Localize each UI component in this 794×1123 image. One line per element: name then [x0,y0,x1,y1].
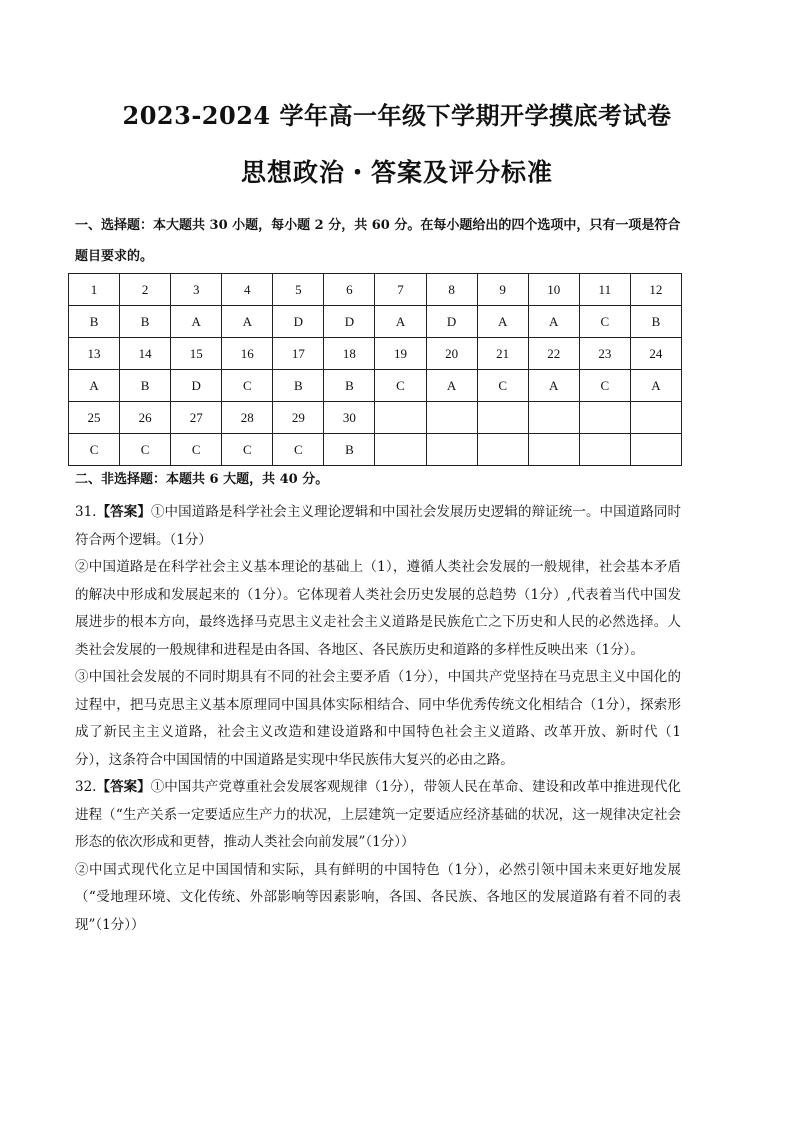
question-number-cell: 17 [273,338,324,370]
question-number-row [69,402,682,434]
answer-cell: C [171,434,222,466]
answer-cell [426,434,477,466]
answer-cell [375,434,426,466]
question-number-cell: 1 [69,274,120,306]
answer-cell: C [579,306,630,338]
answer-cell: D [426,306,477,338]
question-number-cell: 9 [477,274,528,306]
question-number-cell [477,402,528,434]
answer-cell: C [579,370,630,402]
answer-cell: A [222,306,273,338]
q32-point-2: ②中国式现代化立足中国国情和实际，具有鲜明的中国特色（1分），必然引领中国未来更好地发展（“受地理环境、文化传统、外部影响等因素影响，各国、各民族、各地区的发展道路有着不同的表现”（1分）） [75,861,681,933]
question-number-cell: 7 [375,274,426,306]
question-number-cell: 28 [222,402,273,434]
q32-answer-tag: 【答案】 [96,779,151,795]
q31-answer-tag: 【答案】 [96,504,151,520]
answer-cell [528,434,579,466]
question-number-cell [630,402,681,434]
question-number-cell: 10 [528,274,579,306]
answer-cell: D [273,306,324,338]
answer-row [69,434,682,466]
answer-cell: B [120,306,171,338]
q31-point-3: ③中国社会发展的不同时期具有不同的社会主要矛盾（1分），中国共产党坚持在马克思主义中国化的过程中，把马克思主义基本原理同中国具体实际相结合、同中华优秀传统文化相结合（1分），探索形成了新民主主义道路，社会主义改造和建设道路和中国特色社会主义道路、改革开放、新时代（1分），这条符合中国国情的中国道路是实现中华民族伟大复兴的必由之路。 [75,669,681,768]
answer-cell: A [630,370,681,402]
answer-cell: C [222,434,273,466]
question-number-cell: 25 [69,402,120,434]
question-number-row [69,338,682,370]
exam-subtitle: 思想政治・答案及评分标准 [240,158,553,187]
question-number-cell: 16 [222,338,273,370]
answer-cell: C [120,434,171,466]
q31-point-2: ②中国道路是在科学社会主义基本理论的基础上（1），遵循人类社会发展的一般规律，社会基本矛盾的解决中形成和发展起来的（1分）。它体现着人类社会历史发展的总趋势（1分）,代表着当代中国发展进步的根本方向，最终选择马克思主义走社会主义道路是民族危亡之下历史和人民的必然选择。人类社会发展的一般规律和进程是由各国、各地区、各民族历史和道路的多样性反映出来（1分）。 [75,559,681,658]
answer-cell: C [273,434,324,466]
question-number-cell: 29 [273,402,324,434]
answer-cell: C [375,370,426,402]
answer-cell: B [273,370,324,402]
answer-cell: B [120,370,171,402]
answer-cell: A [426,370,477,402]
q32-number: 32. [75,779,97,795]
question-number-cell: 18 [324,338,375,370]
exam-title: 2023-2024 学年高一年级下学期开学摸底考试卷 [122,101,672,130]
question-number-cell: 14 [120,338,171,370]
question-number-cell [426,402,477,434]
section2-instructions: 二、非选择题：本题共 6 大题，共 40 分。 [75,472,329,487]
q31-point-1 [75,499,681,554]
answer-table [68,273,682,466]
section1-instructions: 一、选择题：本大题共 30 小题，每小题 2 分，共 60 分。在每小题给出的四个选项中，只有一项是符合题目要求的。 [75,218,681,264]
answer-cell: B [69,306,120,338]
answer-cell: A [69,370,120,402]
answer-cell: C [477,370,528,402]
question-number-cell: 27 [171,402,222,434]
answer-cell: A [477,306,528,338]
answer-cell: B [324,434,375,466]
answer-cell [477,434,528,466]
answer-cell: A [375,306,426,338]
question-number-cell [528,402,579,434]
answer-cell: D [171,370,222,402]
answer-cell: B [630,306,681,338]
question-number-cell: 11 [579,274,630,306]
q32-point-1 [75,774,681,857]
answer-row [69,370,682,402]
question-number-cell: 23 [579,338,630,370]
answer-cell [579,434,630,466]
question-number-cell: 19 [375,338,426,370]
question-number-cell: 20 [426,338,477,370]
answer-cell: A [528,370,579,402]
question-number-cell [579,402,630,434]
question-number-cell: 8 [426,274,477,306]
question-number-cell: 24 [630,338,681,370]
answer-cell: A [528,306,579,338]
question-number-cell [375,402,426,434]
question-number-row [69,274,682,306]
question-number-cell: 12 [630,274,681,306]
answer-cell: C [222,370,273,402]
q31-number: 31. [75,504,97,520]
question-number-cell: 30 [324,402,375,434]
answer-cell: C [69,434,120,466]
answer-cell: B [324,370,375,402]
answer-cell [630,434,681,466]
answer-body [75,499,681,939]
answer-cell: D [324,306,375,338]
answer-cell: A [171,306,222,338]
question-number-cell: 2 [120,274,171,306]
question-number-cell: 6 [324,274,375,306]
question-number-cell: 22 [528,338,579,370]
answer-row [69,306,682,338]
question-number-cell: 21 [477,338,528,370]
q32-point-1-text: ①中国共产党尊重社会发展客观规律（1分），带领人民在革命、建设和改革中推进现代化进程（“生产关系一定要适应生产力的状况，上层建筑一定要适应经济基础的状况，这一规律决定社会形态的依次形成和更替，推动人类社会向前发展”（1分）） [75,779,681,850]
question-number-cell: 5 [273,274,324,306]
question-number-cell: 4 [222,274,273,306]
question-number-cell: 3 [171,274,222,306]
question-number-cell: 13 [69,338,120,370]
q31-point-1-text: ①中国道路是科学社会主义理论逻辑和中国社会发展历史逻辑的辩证统一。中国道路同时符合两个逻辑。（1分） [75,504,682,548]
question-number-cell: 15 [171,338,222,370]
question-number-cell: 26 [120,402,171,434]
